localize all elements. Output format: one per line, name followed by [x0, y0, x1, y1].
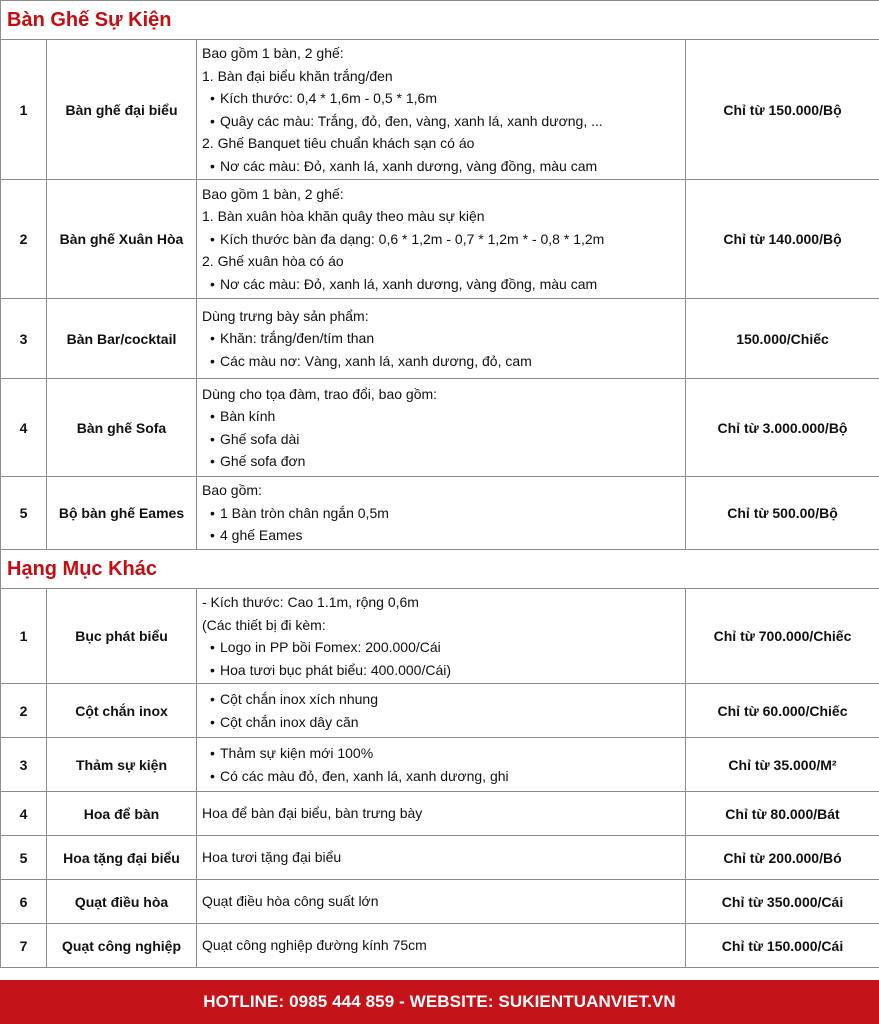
- table-row: [1, 40, 879, 180]
- item-description: [197, 880, 686, 924]
- item-name: Hoa để bàn: [47, 792, 197, 836]
- item-price: Chỉ từ 60.000/Chiếc: [686, 684, 879, 738]
- item-price: Chỉ từ 150.000/Bộ: [686, 40, 879, 180]
- item-price: Chỉ từ 150.000/Cái: [686, 924, 879, 968]
- item-price: Chỉ từ 80.000/Bát: [686, 792, 879, 836]
- bullet-line: • Khăn: trắng/đen/tím than: [202, 327, 681, 350]
- description-line: Quạt điều hòa công suất lớn: [202, 893, 379, 910]
- row-number: 6: [1, 880, 47, 924]
- table-row: [1, 924, 879, 968]
- item-name: Thảm sự kiện: [47, 738, 197, 792]
- description-line: Bao gồm 1 bàn, 2 ghế:: [202, 185, 344, 202]
- item-name: Quạt điều hòa: [47, 880, 197, 924]
- item-description: [197, 40, 686, 180]
- row-number: 2: [1, 180, 47, 299]
- description-line: - Kích thước: Cao 1.1m, rộng 0,6m: [202, 594, 419, 610]
- item-description: [197, 477, 686, 550]
- description-line: 2. Ghế Banquet tiêu chuẩn khách sạn có áo: [202, 135, 475, 151]
- bullet-line: • Bàn kính: [202, 405, 681, 428]
- row-number: 5: [1, 836, 47, 880]
- bullet-line: • Nơ các màu: Đỏ, xanh lá, xanh dương, vàng đồng, màu cam: [202, 273, 681, 296]
- item-price: Chỉ từ 35.000/M²: [686, 738, 879, 792]
- item-price: Chỉ từ 140.000/Bộ: [686, 180, 879, 299]
- row-number: 1: [1, 40, 47, 180]
- item-price: Chỉ từ 500.00/Bộ: [686, 477, 879, 550]
- row-number: 4: [1, 792, 47, 836]
- footer-hotline-text: HOTLINE: 0985 444 859 - WEBSITE: SUKIENTUANVIET.VN: [203, 992, 676, 1011]
- description-line: (Các thiết bị đi kèm:: [202, 616, 326, 633]
- bullet-line: • Các màu nơ: Vàng, xanh lá, xanh dương, đỏ, cam: [202, 350, 681, 373]
- table-row: [1, 379, 879, 477]
- description-line: 1. Bàn xuân hòa khăn quây theo màu sự kiện: [202, 208, 485, 225]
- table-row: [1, 792, 879, 836]
- item-description: [197, 684, 686, 738]
- item-price: Chỉ từ 350.000/Cái: [686, 880, 879, 924]
- item-price: Chỉ từ 3.000.000/Bộ: [686, 379, 879, 477]
- item-price: 150.000/Chiếc: [686, 299, 879, 379]
- item-name: Bộ bàn ghế Eames: [47, 477, 197, 550]
- table-row: [1, 477, 879, 550]
- table-row: [1, 589, 879, 684]
- section-header-row: [1, 550, 879, 589]
- description-line: Hoa tươi tặng đại biểu: [202, 849, 342, 866]
- bullet-line: • Hoa tươi bục phát biểu: 400.000/Cái): [202, 659, 681, 682]
- item-description: [197, 589, 686, 684]
- table-row: [1, 299, 879, 379]
- description-line: 2. Ghế xuân hòa có áo: [202, 253, 344, 270]
- row-number: 7: [1, 924, 47, 968]
- description-line: Quạt công nghiệp đường kính 75cm: [202, 937, 427, 954]
- bullet-line: • Có các màu đỏ, đen, xanh lá, xanh dương, ghi: [202, 765, 681, 788]
- item-price: Chỉ từ 200.000/Bó: [686, 836, 879, 880]
- bullet-line: • Ghế sofa đơn: [202, 450, 681, 473]
- table-row: [1, 738, 879, 792]
- table-row: [1, 180, 879, 299]
- item-name: Bàn ghế Xuân Hòa: [47, 180, 197, 299]
- section-title: Hạng Mục Khác: [1, 550, 879, 589]
- item-description: [197, 836, 686, 880]
- row-number: 4: [1, 379, 47, 477]
- item-description: [197, 379, 686, 477]
- bullet-line: • 1 Bàn tròn chân ngắn 0,5m: [202, 502, 681, 525]
- item-name: Bàn ghế đại biểu: [47, 40, 197, 180]
- section-title: Bàn Ghế Sự Kiện: [1, 1, 879, 40]
- item-name: Quạt công nghiệp: [47, 924, 197, 968]
- bullet-line: • Cột chắn inox dây căn: [202, 711, 681, 734]
- description-line: Dùng cho tọa đàm, trao đổi, bao gồm:: [202, 385, 438, 402]
- item-description: [197, 792, 686, 836]
- bullet-line: • Nơ các màu: Đỏ, xanh lá, xanh dương, vàng đồng, màu cam: [202, 155, 681, 178]
- bullet-line: • Ghế sofa dài: [202, 428, 681, 451]
- item-name: Cột chắn inox: [47, 684, 197, 738]
- row-number: 3: [1, 299, 47, 379]
- bullet-line: • 4 ghế Eames: [202, 524, 681, 547]
- item-description: [197, 180, 686, 299]
- item-name: Bục phát biểu: [47, 589, 197, 684]
- bullet-line: • Quây các màu: Trắng, đỏ, đen, vàng, xanh lá, xanh dương, ...: [202, 110, 681, 133]
- description-line: Dùng trưng bày sản phẩm:: [202, 307, 369, 324]
- bullet-line: • Kích thước: 0,4 * 1,6m - 0,5 * 1,6m: [202, 87, 681, 110]
- table-row: [1, 880, 879, 924]
- description-line: Hoa để bàn đại biểu, bàn trưng bày: [202, 805, 423, 822]
- row-number: 2: [1, 684, 47, 738]
- row-number: 1: [1, 589, 47, 684]
- item-description: [197, 924, 686, 968]
- section-header-row: [1, 1, 879, 40]
- table-row: [1, 836, 879, 880]
- item-name: Bàn ghế Sofa: [47, 379, 197, 477]
- description-line: Bao gồm 1 bàn, 2 ghế:: [202, 45, 344, 61]
- item-name: Bàn Bar/cocktail: [47, 299, 197, 379]
- item-name: Hoa tặng đại biểu: [47, 836, 197, 880]
- description-line: 1. Bàn đại biểu khăn trắng/đen: [202, 67, 393, 84]
- bullet-line: • Cột chắn inox xích nhung: [202, 688, 681, 711]
- item-description: [197, 299, 686, 379]
- bullet-line: • Logo in PP bồi Fomex: 200.000/Cái: [202, 636, 681, 659]
- description-line: Bao gồm:: [202, 482, 262, 499]
- row-number: 5: [1, 477, 47, 550]
- item-description: [197, 738, 686, 792]
- bullet-line: • Thảm sự kiện mới 100%: [202, 742, 681, 765]
- row-number: 3: [1, 738, 47, 792]
- bullet-line: • Kích thước bàn đa dạng: 0,6 * 1,2m - 0,7 * 1,2m * - 0,8 * 1,2m: [202, 228, 681, 251]
- footer-banner: [0, 980, 879, 1024]
- price-table-body: [1, 1, 879, 968]
- table-row: [1, 684, 879, 738]
- item-price: Chỉ từ 700.000/Chiếc: [686, 589, 879, 684]
